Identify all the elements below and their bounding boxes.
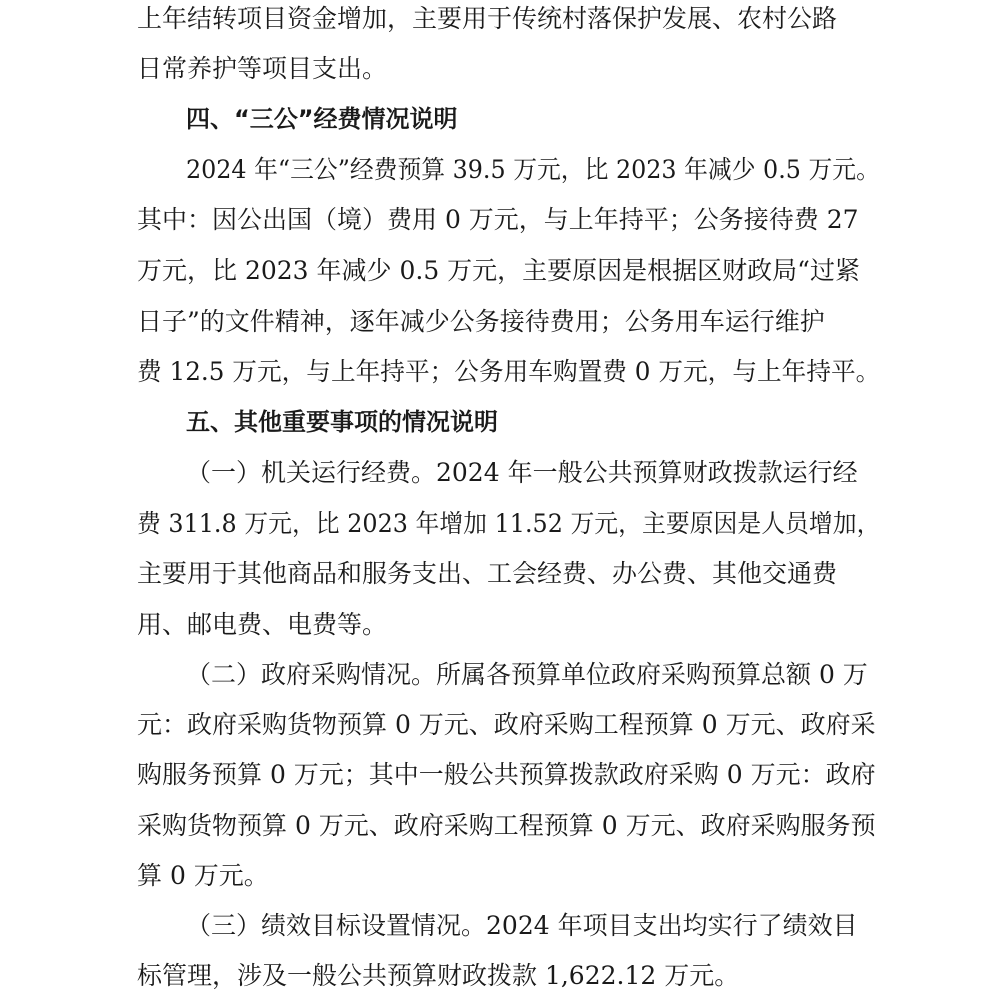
- item-1-line-1: （一）机关运行经费。2024 年一般公共预算财政拨款运行经: [186, 458, 858, 487]
- intro-line-1: 上年结转项目资金增加，主要用于传统村落保护发展、农村公路: [137, 4, 838, 33]
- item-1-line-4: 用、邮电费、电费等。: [137, 610, 388, 639]
- section-4-line-5: 费 12.5 万元，与上年持平；公务用车购置费 0 万元，与上年持平。: [137, 357, 881, 386]
- intro-line-2: 日常养护等项目支出。: [137, 54, 388, 83]
- item-3-line-2: 标管理，涉及一般公共预算财政拨款 1,622.12 万元。: [137, 961, 740, 990]
- item-2-line-1: （二）政府采购情况。所属各预算单位政府采购预算总额 0 万: [186, 660, 868, 689]
- section-4-line-4: 日子”的文件精神，逐年减少公务接待费用；公务用车运行维护: [137, 307, 825, 336]
- item-2-line-2: 元：政府采购货物预算 0 万元、政府采购工程预算 0 万元、政府采: [137, 710, 876, 739]
- section-4-heading: 四、“三公”经费情况说明: [186, 105, 458, 133]
- item-1-line-3: 主要用于其他商品和服务支出、工会经费、办公费、其他交通费: [137, 559, 838, 588]
- item-1-line-2: 费 311.8 万元，比 2023 年增加 11.52 万元，主要原因是人员增加，: [137, 509, 881, 538]
- item-2-line-4: 采购货物预算 0 万元、政府采购工程预算 0 万元、政府采购服务预: [137, 811, 876, 840]
- section-4-line-1: 2024 年“三公”经费预算 39.5 万元，比 2023 年减少 0.5 万元。: [186, 155, 880, 184]
- item-2-line-5: 算 0 万元。: [137, 861, 269, 890]
- section-4-line-3: 万元，比 2023 年减少 0.5 万元，主要原因是根据区财政局“过紧: [137, 256, 860, 285]
- item-3-line-1: （三）绩效目标设置情况。2024 年项目支出均实行了绩效目: [186, 911, 858, 940]
- section-4-line-2: 其中：因公出国（境）费用 0 万元，与上年持平；公务接待费 27: [137, 205, 859, 234]
- item-2-line-3: 购服务预算 0 万元；其中一般公共预算拨款政府采购 0 万元：政府: [137, 760, 876, 789]
- section-5-heading: 五、其他重要事项的情况说明: [186, 408, 498, 436]
